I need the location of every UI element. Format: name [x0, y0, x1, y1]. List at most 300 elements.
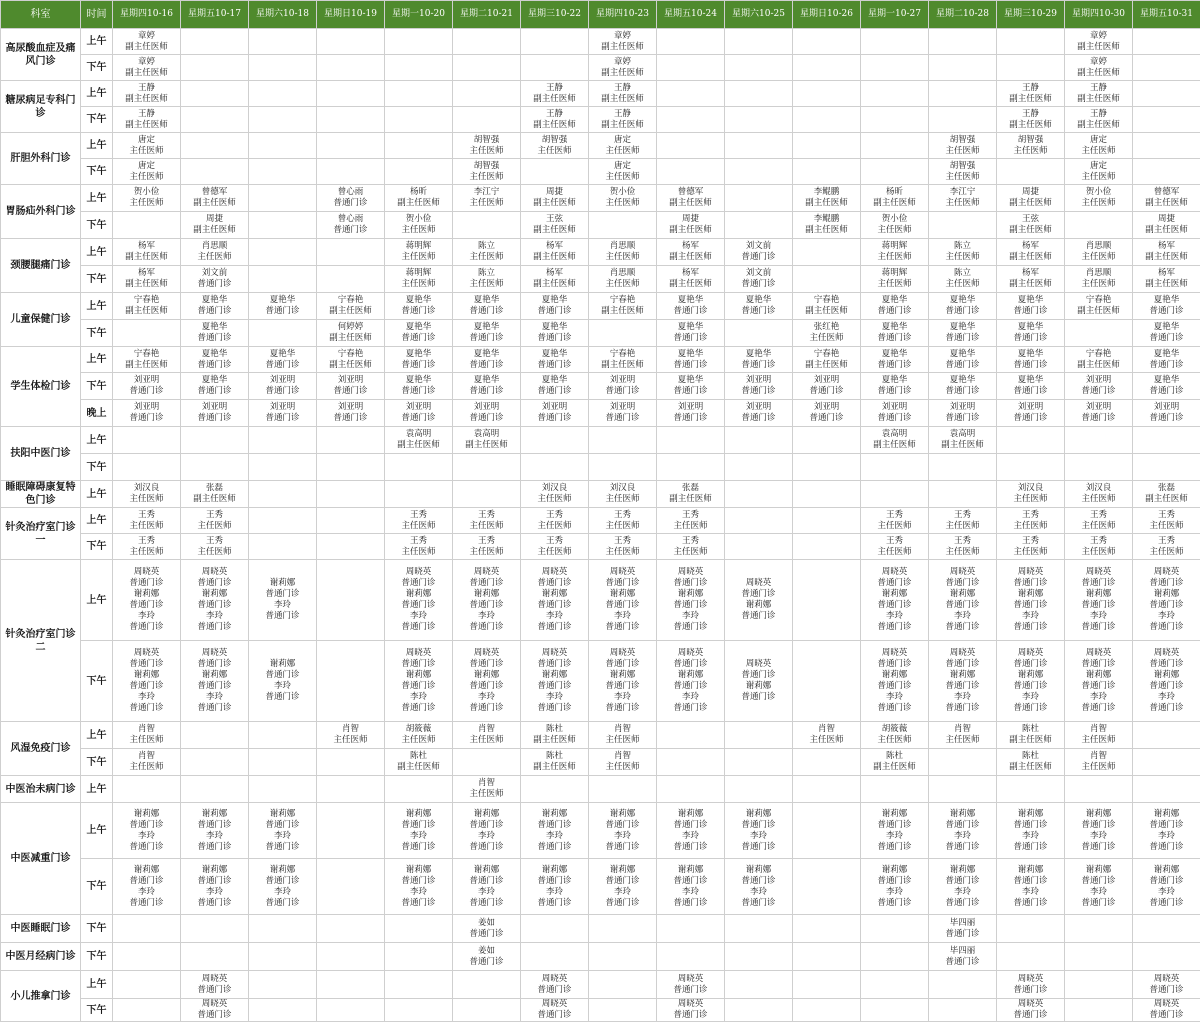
- doctor-title: 普通门诊: [469, 600, 504, 610]
- doctor-name: 李玲: [137, 611, 155, 621]
- doctor-name: 王秀: [137, 509, 155, 520]
- schedule-cell: [113, 971, 181, 999]
- doctor-title: 副主任医师: [1077, 306, 1120, 316]
- doctor-title: 普通门诊: [1081, 578, 1116, 588]
- schedule-cell: [929, 749, 997, 776]
- schedule-cell: [793, 212, 861, 239]
- doctor-name: 刘亚明: [337, 375, 364, 385]
- doctor-name: 谢莉娜: [1017, 864, 1044, 875]
- doctor-name: 谢莉娜: [677, 589, 704, 599]
- schedule-cell: [1133, 320, 1200, 347]
- schedule-cell: [385, 55, 453, 81]
- schedule-cell: [181, 641, 249, 722]
- schedule-cell: [385, 943, 453, 971]
- schedule-cell: [657, 859, 725, 915]
- doctor-title: 副主任医师: [669, 279, 712, 289]
- doctor-title: 副主任医师: [533, 735, 576, 745]
- doctor-name: 刘亚明: [337, 402, 364, 412]
- doctor-name: 胡智强: [949, 160, 976, 171]
- schedule-cell: [249, 943, 317, 971]
- day-header: [861, 1, 929, 29]
- schedule-cell: [589, 776, 657, 803]
- schedule-cell: [113, 55, 181, 81]
- doctor-title: 普通门诊: [1149, 306, 1184, 316]
- doctor-name: 陈立: [953, 241, 971, 251]
- doctor-name: 贺小俭: [405, 214, 432, 224]
- doctor-name: 曾心雨: [337, 187, 364, 197]
- schedule-cell: [997, 749, 1065, 776]
- doctor-title: 主任医师: [1081, 279, 1116, 289]
- schedule-cell: [317, 454, 385, 481]
- doctor-name: 夏艳华: [1017, 322, 1044, 332]
- doctor-name: 王秀: [885, 535, 903, 546]
- doctor-name: 李玲: [477, 830, 495, 841]
- schedule-cell: [793, 373, 861, 400]
- schedule-cell: [1065, 159, 1133, 185]
- doctor-title: 普通门诊: [197, 359, 232, 370]
- schedule-cell: [181, 266, 249, 293]
- doctor-name: 唐定: [613, 160, 631, 171]
- doctor-title: 主任医师: [605, 494, 640, 504]
- day-weekday: 星期五: [188, 9, 216, 19]
- schedule-cell: [249, 803, 317, 859]
- schedule-cell: [997, 776, 1065, 803]
- schedule-cell: [453, 454, 521, 481]
- doctor-title: 普通门诊: [945, 956, 980, 967]
- doctor-name: 肖思顺: [1085, 241, 1112, 251]
- doctor-name: 宁春艳: [337, 348, 364, 359]
- doctor-name: 李玲: [953, 830, 971, 841]
- schedule-cell: [317, 749, 385, 776]
- doctor-name: 何婷婷: [337, 322, 364, 332]
- schedule-cell: [317, 722, 385, 749]
- doctor-name: 李玲: [409, 830, 427, 841]
- schedule-cell: [861, 400, 929, 427]
- schedule-cell: [1133, 722, 1200, 749]
- doctor-name: 李玲: [545, 692, 563, 702]
- doctor-name: 李玲: [749, 886, 767, 897]
- schedule-cell: [249, 400, 317, 427]
- schedule-cell: [725, 373, 793, 400]
- schedule-cell: [929, 133, 997, 159]
- doctor-title: 普通门诊: [1149, 681, 1184, 691]
- doctor-name: 周晓英: [1153, 567, 1180, 577]
- department-name: 扶阳中医门诊: [1, 427, 81, 481]
- schedule-cell: [453, 320, 521, 347]
- schedule-cell: [249, 55, 317, 81]
- day-date: 10-28: [963, 9, 989, 19]
- schedule-cell: [589, 107, 657, 133]
- doctor-name: 李玲: [613, 830, 631, 841]
- time-slot: 下午: [81, 943, 113, 971]
- day-header: [453, 1, 521, 29]
- schedule-cell: [317, 55, 385, 81]
- doctor-title: 副主任医师: [601, 306, 644, 316]
- doctor-name: 肖思顺: [201, 241, 228, 251]
- doctor-title: 普通门诊: [537, 359, 572, 370]
- schedule-cell: [453, 999, 521, 1022]
- doctor-name: 王秀: [409, 509, 427, 520]
- schedule-cell: [317, 999, 385, 1022]
- schedule-cell: [1065, 776, 1133, 803]
- doctor-name: 蒋明辉: [881, 268, 908, 278]
- doctor-name: 刘汉良: [609, 483, 636, 493]
- doctor-title: 普通门诊: [129, 578, 164, 588]
- doctor-name: 刘亚明: [1153, 402, 1180, 412]
- doctor-title: 副主任医师: [533, 119, 576, 130]
- doctor-name: 宁春艳: [1085, 348, 1112, 359]
- schedule-cell: [929, 159, 997, 185]
- doctor-title: 副主任医师: [1009, 119, 1052, 130]
- doctor-name: 李玲: [273, 681, 291, 691]
- schedule-cell: [929, 212, 997, 239]
- doctor-name: 唐定: [613, 134, 631, 145]
- schedule-cell: [657, 427, 725, 454]
- day-weekday: 星期四: [1072, 9, 1100, 19]
- doctor-title: 主任医师: [877, 225, 912, 235]
- doctor-title: 普通门诊: [741, 611, 776, 621]
- doctor-name: 肖思顺: [1085, 268, 1112, 278]
- schedule-cell: [589, 641, 657, 722]
- schedule-cell: [861, 266, 929, 293]
- doctor-title: 主任医师: [537, 520, 572, 531]
- schedule-cell: [453, 427, 521, 454]
- doctor-title: 主任医师: [129, 520, 164, 531]
- schedule-cell: [589, 133, 657, 159]
- doctor-name: 谢莉娜: [745, 600, 772, 610]
- schedule-cell: [861, 133, 929, 159]
- schedule-cell: [997, 722, 1065, 749]
- schedule-cell: [113, 915, 181, 943]
- doctor-title: 副主任医师: [533, 252, 576, 262]
- schedule-cell: [113, 400, 181, 427]
- doctor-title: 普通门诊: [673, 359, 708, 370]
- doctor-title: 主任医师: [945, 520, 980, 531]
- doctor-title: 副主任医师: [125, 359, 168, 370]
- doctor-name: 陈杜: [1021, 751, 1039, 761]
- doctor-title: 普通门诊: [1149, 578, 1184, 588]
- doctor-name: 谢莉娜: [541, 808, 568, 819]
- schedule-cell: [657, 999, 725, 1022]
- doctor-name: 夏艳华: [201, 322, 228, 332]
- schedule-cell: [725, 971, 793, 999]
- doctor-name: 胡智强: [949, 134, 976, 145]
- schedule-cell: [997, 971, 1065, 999]
- doctor-name: 刘亚明: [609, 402, 636, 412]
- doctor-name: 李玲: [885, 611, 903, 621]
- doctor-title: 主任医师: [945, 145, 980, 156]
- doctor-title: 普通门诊: [1013, 622, 1048, 632]
- schedule-cell: [861, 749, 929, 776]
- doctor-title: 普通门诊: [945, 659, 980, 669]
- doctor-title: 普通门诊: [1149, 897, 1184, 908]
- doctor-name: 夏艳华: [541, 322, 568, 332]
- schedule-cell: [453, 749, 521, 776]
- doctor-name: 李玲: [1089, 886, 1107, 897]
- doctor-name: 姜如: [477, 945, 495, 956]
- doctor-name: 夏艳华: [405, 295, 432, 305]
- doctor-name: 谢莉娜: [881, 808, 908, 819]
- schedule-cell: [793, 534, 861, 560]
- doctor-title: 副主任医师: [873, 762, 916, 772]
- doctor-title: 普通门诊: [265, 670, 300, 680]
- doctor-name: 王秀: [1157, 509, 1175, 520]
- day-weekday: 星期一: [392, 9, 420, 19]
- schedule-row: [1, 859, 1200, 915]
- doctor-name: 夏艳华: [677, 295, 704, 305]
- doctor-name: 章婷: [1089, 56, 1107, 67]
- doctor-title: 副主任医师: [329, 333, 372, 343]
- schedule-cell: [385, 481, 453, 508]
- doctor-name: 袁高明: [881, 429, 908, 439]
- doctor-name: 杨军: [545, 268, 563, 278]
- day-date: 10-29: [1031, 9, 1057, 19]
- schedule-cell: [793, 859, 861, 915]
- schedule-row: [1, 641, 1200, 722]
- schedule-cell: [861, 427, 929, 454]
- doctor-title: 普通门诊: [877, 306, 912, 316]
- time-slot: 上午: [81, 185, 113, 212]
- doctor-title: 普通门诊: [1081, 681, 1116, 691]
- schedule-cell: [181, 159, 249, 185]
- schedule-cell: [1065, 55, 1133, 81]
- schedule-cell: [589, 749, 657, 776]
- doctor-title: 副主任医师: [125, 252, 168, 262]
- doctor-title: 普通门诊: [1149, 841, 1184, 852]
- doctor-name: 谢莉娜: [677, 670, 704, 680]
- schedule-cell: [793, 943, 861, 971]
- doctor-name: 谢莉娜: [949, 589, 976, 599]
- doctor-name: 李玲: [477, 692, 495, 702]
- day-date: 10-22: [555, 9, 581, 19]
- doctor-name: 王秀: [1089, 509, 1107, 520]
- doctor-title: 普通门诊: [1149, 875, 1184, 886]
- doctor-name: 肖智: [1089, 751, 1107, 761]
- schedule-cell: [1133, 641, 1200, 722]
- schedule-cell: [181, 971, 249, 999]
- doctor-title: 普通门诊: [673, 659, 708, 669]
- schedule-cell: [385, 266, 453, 293]
- doctor-name: 谢莉娜: [677, 808, 704, 819]
- doctor-title: 主任医师: [945, 735, 980, 745]
- schedule-cell: [181, 915, 249, 943]
- doctor-title: 普通门诊: [945, 386, 980, 396]
- schedule-cell: [181, 320, 249, 347]
- doctor-name: 陈杜: [885, 751, 903, 761]
- doctor-name: 周晓英: [677, 999, 704, 1009]
- schedule-cell: [385, 749, 453, 776]
- doctor-title: 普通门诊: [129, 703, 164, 713]
- doctor-name: 李玲: [137, 886, 155, 897]
- doctor-title: 副主任医师: [533, 762, 576, 772]
- doctor-name: 曾德军: [201, 187, 228, 197]
- doctor-name: 毕四丽: [949, 917, 976, 928]
- doctor-title: 副主任医师: [329, 306, 372, 316]
- doctor-title: 普通门诊: [741, 386, 776, 396]
- doctor-name: 周晓英: [541, 999, 568, 1009]
- schedule-cell: [181, 803, 249, 859]
- doctor-name: 周晓英: [745, 659, 772, 669]
- schedule-cell: [589, 81, 657, 107]
- doctor-title: 主任医师: [877, 279, 912, 289]
- doctor-title: 普通门诊: [265, 359, 300, 370]
- doctor-title: 副主任医师: [397, 440, 440, 450]
- schedule-cell: [997, 560, 1065, 641]
- schedule-cell: [1065, 320, 1133, 347]
- schedule-cell: [385, 915, 453, 943]
- doctor-title: 普通门诊: [197, 1010, 232, 1020]
- doctor-title: 普通门诊: [945, 841, 980, 852]
- doctor-title: 普通门诊: [673, 386, 708, 396]
- schedule-cell: [1133, 185, 1200, 212]
- schedule-cell: [521, 159, 589, 185]
- schedule-cell: [929, 239, 997, 266]
- doctor-title: 普通门诊: [333, 198, 368, 208]
- schedule-cell: [249, 776, 317, 803]
- schedule-cell: [657, 81, 725, 107]
- schedule-cell: [453, 212, 521, 239]
- doctor-name: 肖智: [613, 751, 631, 761]
- day-weekday: 星期四: [596, 9, 624, 19]
- doctor-title: 普通门诊: [197, 413, 232, 423]
- doctor-name: 陈立: [477, 241, 495, 251]
- schedule-cell: [589, 427, 657, 454]
- schedule-cell: [929, 508, 997, 534]
- doctor-name: 周晓英: [201, 648, 228, 658]
- doctor-name: 刘亚明: [269, 375, 296, 385]
- doctor-name: 周晓英: [541, 973, 568, 984]
- schedule-cell: [521, 185, 589, 212]
- doctor-title: 主任医师: [605, 762, 640, 772]
- doctor-name: 王秀: [477, 535, 495, 546]
- doctor-title: 普通门诊: [877, 841, 912, 852]
- doctor-title: 主任医师: [401, 279, 436, 289]
- doctor-title: 普通门诊: [197, 819, 232, 830]
- doctor-title: 普通门诊: [945, 306, 980, 316]
- doctor-title: 普通门诊: [605, 841, 640, 852]
- schedule-cell: [657, 373, 725, 400]
- schedule-cell: [249, 185, 317, 212]
- doctor-name: 李玲: [409, 886, 427, 897]
- schedule-cell: [385, 508, 453, 534]
- doctor-name: 李玲: [477, 886, 495, 897]
- doctor-title: 主任医师: [469, 279, 504, 289]
- doctor-title: 普通门诊: [605, 386, 640, 396]
- doctor-name: 杨军: [137, 268, 155, 278]
- schedule-cell: [861, 212, 929, 239]
- schedule-cell: [997, 943, 1065, 971]
- schedule-cell: [453, 239, 521, 266]
- doctor-title: 主任医师: [469, 145, 504, 156]
- doctor-name: 谢莉娜: [133, 589, 160, 599]
- schedule-cell: [861, 159, 929, 185]
- doctor-name: 谢莉娜: [881, 589, 908, 599]
- schedule-cell: [521, 212, 589, 239]
- time-slot: 上午: [81, 971, 113, 999]
- schedule-cell: [521, 722, 589, 749]
- doctor-title: 普通门诊: [1013, 703, 1048, 713]
- doctor-name: 王静: [137, 82, 155, 93]
- doctor-name: 李玲: [205, 886, 223, 897]
- schedule-cell: [1065, 803, 1133, 859]
- doctor-title: 普通门诊: [197, 600, 232, 610]
- schedule-cell: [657, 508, 725, 534]
- doctor-name: 谢莉娜: [201, 808, 228, 819]
- doctor-name: 李玲: [409, 611, 427, 621]
- schedule-cell: [929, 803, 997, 859]
- schedule-cell: [113, 239, 181, 266]
- doctor-title: 普通门诊: [197, 703, 232, 713]
- schedule-cell: [385, 320, 453, 347]
- schedule-cell: [725, 508, 793, 534]
- doctor-title: 主任医师: [401, 735, 436, 745]
- doctor-title: 副主任医师: [601, 41, 644, 52]
- doctor-name: 王秀: [409, 535, 427, 546]
- doctor-name: 周捷: [1021, 187, 1039, 197]
- schedule-cell: [861, 29, 929, 55]
- time-slot: 下午: [81, 641, 113, 722]
- doctor-title: 普通门诊: [1013, 897, 1048, 908]
- schedule-cell: [657, 915, 725, 943]
- schedule-cell: [1065, 293, 1133, 320]
- doctor-name: 周晓英: [745, 578, 772, 588]
- doctor-title: 主任医师: [197, 520, 232, 531]
- doctor-title: 普通门诊: [537, 578, 572, 588]
- doctor-name: 谢莉娜: [1153, 670, 1180, 680]
- schedule-cell: [453, 803, 521, 859]
- schedule-cell: [249, 999, 317, 1022]
- schedule-cell: [997, 185, 1065, 212]
- doctor-title: 普通门诊: [673, 819, 708, 830]
- schedule-cell: [317, 347, 385, 373]
- schedule-cell: [1133, 971, 1200, 999]
- doctor-title: 普通门诊: [605, 819, 640, 830]
- doctor-title: 主任医师: [469, 735, 504, 745]
- schedule-cell: [385, 560, 453, 641]
- doctor-name: 李玲: [273, 886, 291, 897]
- schedule-cell: [1133, 481, 1200, 508]
- doctor-name: 曾心雨: [337, 214, 364, 224]
- doctor-name: 王秀: [953, 509, 971, 520]
- schedule-cell: [1065, 212, 1133, 239]
- doctor-title: 普通门诊: [197, 386, 232, 396]
- doctor-name: 李玲: [273, 830, 291, 841]
- schedule-row: [1, 29, 1200, 55]
- department-name: 糖尿病足专科门诊: [1, 81, 81, 133]
- doctor-name: 杨军: [545, 241, 563, 251]
- schedule-row: [1, 133, 1200, 159]
- doctor-name: 李玲: [613, 611, 631, 621]
- time-slot: 下午: [81, 212, 113, 239]
- doctor-title: 普通门诊: [673, 622, 708, 632]
- doctor-title: 普通门诊: [401, 681, 436, 691]
- doctor-name: 王秀: [545, 509, 563, 520]
- schedule-cell: [997, 508, 1065, 534]
- doctor-title: 副主任医师: [1009, 735, 1052, 745]
- schedule-cell: [181, 722, 249, 749]
- doctor-name: 谢莉娜: [473, 808, 500, 819]
- doctor-name: 周晓英: [201, 567, 228, 577]
- doctor-title: 普通门诊: [469, 578, 504, 588]
- schedule-cell: [521, 400, 589, 427]
- day-date: 10-24: [691, 9, 717, 19]
- doctor-name: 刘亚明: [881, 402, 908, 412]
- schedule-cell: [1133, 508, 1200, 534]
- day-weekday: 星期三: [528, 9, 556, 19]
- schedule-cell: [657, 749, 725, 776]
- doctor-name: 唐定: [137, 134, 155, 145]
- doctor-name: 李玲: [1021, 830, 1039, 841]
